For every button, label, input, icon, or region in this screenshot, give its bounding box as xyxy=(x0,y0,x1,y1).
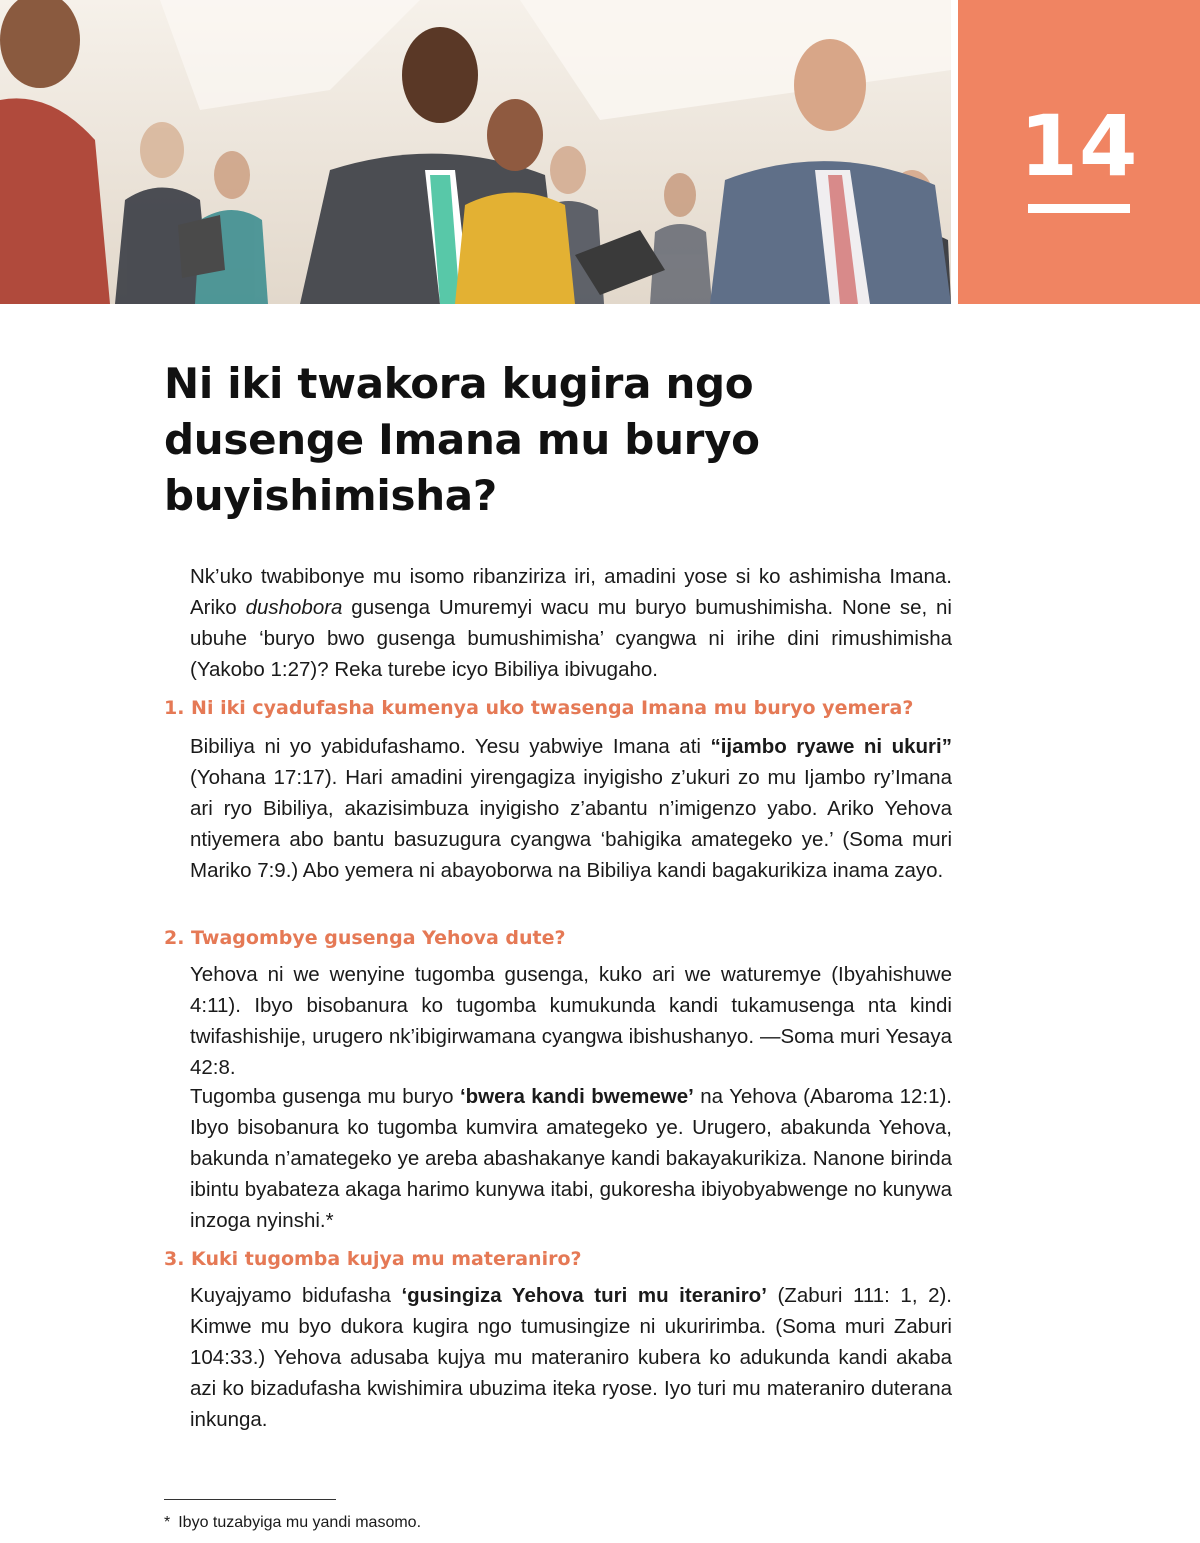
footnote-text: Ibyo tuzabyiga mu yandi masomo. xyxy=(178,1514,422,1531)
header-photo xyxy=(0,0,951,304)
page-title: Ni iki twakora kugira ngo dusenge Imana mu buryo buyishimisha? xyxy=(164,359,760,520)
footnote-divider xyxy=(164,1499,336,1500)
section-3-paragraph: Kuyajyamo bidufasha ‘gusingiza Yehova turi mu iteraniro’ (Zaburi 111: 1, 2). Kimwe mu byo dukora kugira ngo tumusingize ni ukuririmba. (Soma muri Zaburi 104:33.) Yehova adusaba kujya mu materaniro kubera ko adukunda kandi akaba azi ko bizadufasha kwishimira ubuzima iteka ryose. Iyo turi mu materaniro duterana inkunga. xyxy=(190,1284,953,1431)
lesson-number-underline xyxy=(1028,204,1130,213)
intro-block xyxy=(190,561,952,685)
section-3-block xyxy=(190,1280,952,1435)
section-2-paragraph-2: Tugomba gusenga mu buryo ‘bwera kandi bwemewe’ na Yehova (Abaroma 12:1). Ibyo bisobanura ko tugomba kumvira amategeko ye. Urugero, abakunda Yehova, bakunda n’amategeko ye areba abashakanye kandi bakayakurikiza. Nanone birinda ibintu byabateza akaga harimo kunywa itabi, gukoresha ibiyobyabwenge no kunywa inzoga nyinshi.* xyxy=(190,1085,952,1232)
congregation-singing-photo xyxy=(0,0,951,304)
question-3-heading: 3. Kuki tugomba kujya mu materaniro? xyxy=(164,1248,582,1270)
lesson-number-box xyxy=(958,0,1200,304)
section-2-bold-quote: ‘bwera kandi bwemewe’ xyxy=(459,1085,694,1108)
question-2-heading: 2. Twagombye gusenga Yehova dute? xyxy=(164,927,566,949)
intro-emphasis: dushobora xyxy=(245,596,343,619)
section-2-paragraph-1: Yehova ni we wenyine tugomba gusenga, kuko ari we waturemye (Ibyahishuwe 4:11). Ibyo bisobanura ko tugomba kumukunda kandi tukamusenga nta kindi twifashishije, urugero nk’ibigirwamana cyangwa ibishushanyo. —Soma muri Yesaya 42:8. xyxy=(190,963,952,1079)
intro-paragraph: Nk’uko twabibonye mu isomo ribanziriza iri, amadini yose si ko ashimisha Imana. Ariko dushobora gusenga Umuremyi wacu mu buryo bumushimisha. None se, ni ubuhe ‘buryo bwo gusenga bumushimisha’ cyangwa ni irihe dini rimushimisha (Yakobo 1:27)? Reka turebe icyo Bibiliya ibivugaho. xyxy=(190,565,952,681)
section-2-block xyxy=(190,959,952,1083)
footnote-marker: * xyxy=(164,1514,171,1531)
section-1-paragraph: Bibiliya ni yo yabidufashamo. Yesu yabwiye Imana ati “ijambo ryawe ni ukuri” (Yohana 17:17). Hari amadini yirengagiza inyigisho z’ukuri zo mu Ijambo ry’Imana ari ryo Bibiliya, akazisimbuza inyigisho z’abantu n’imigenzo yabo. Ariko Yehova ntiyemera abo bantu basuzugura cyangwa ‘bahigika amategeko ye.’ (Soma muri Mariko 7:9.) Abo yemera ni abayoborwa na Bibiliya kandi bagakurikiza inama zayo. xyxy=(190,735,952,882)
footnote xyxy=(164,1512,421,1534)
lesson-number: 14 xyxy=(1019,97,1139,195)
question-1-heading: 1. Ni iki cyadufasha kumenya uko twasenga Imana mu buryo yemera? xyxy=(164,697,914,719)
section-3-bold-quote: ‘gusingiza Yehova turi mu iteraniro’ xyxy=(401,1284,767,1307)
section-1-block xyxy=(190,731,952,886)
section-1-bold-quote: “ijambo ryawe ni ukuri” xyxy=(710,735,952,758)
section-2-block-2 xyxy=(190,1081,952,1236)
